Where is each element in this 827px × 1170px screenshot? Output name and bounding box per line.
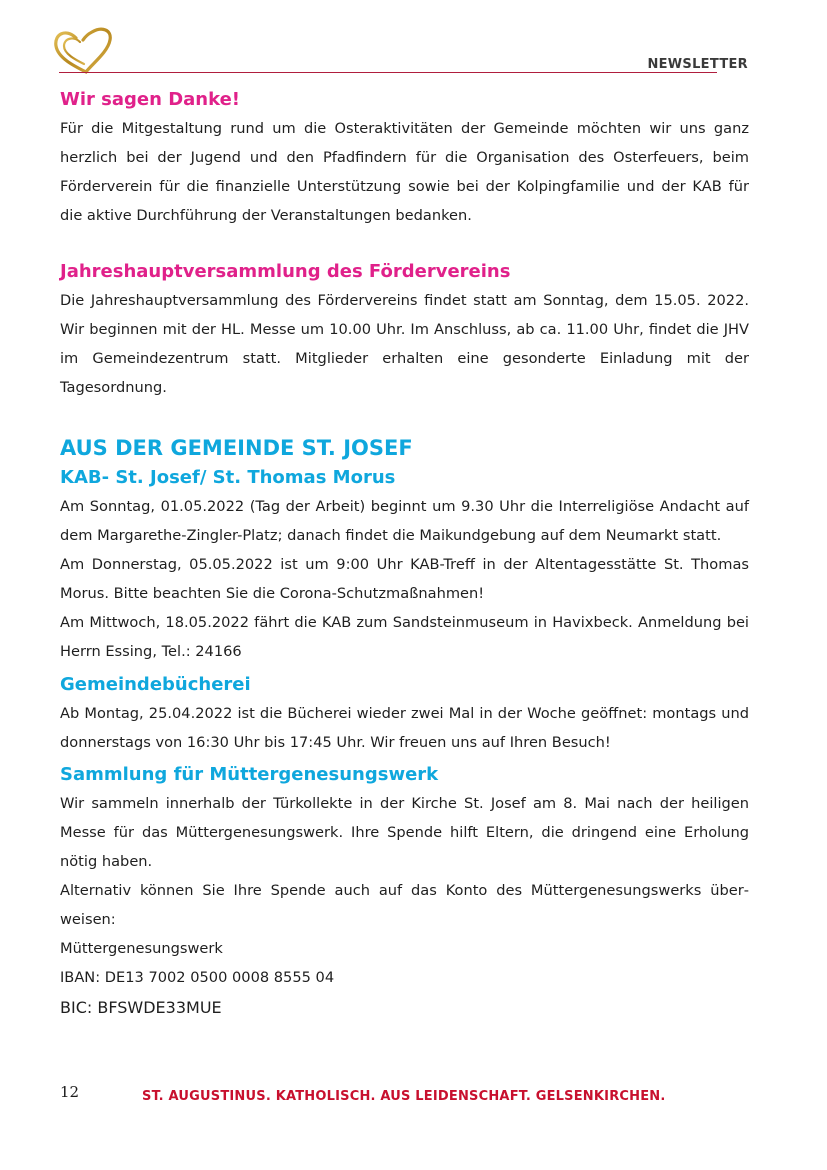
iban-line: IBAN: DE13 7002 0500 0008 8555 04 <box>60 969 335 986</box>
sammlung-heading: Sammlung für Müttergenesungswerk <box>60 764 439 785</box>
page-content <box>60 86 749 1023</box>
jhv-paragraph: Die Jahreshauptversammlung des Fördervereins findet statt am Sonntag, dem 15.05. 2022. Wir beginnen mit der HL. Messe um 10.00 Uhr. Im Anschluss, ab ca. 11.00 Uhr, findet die JHV im Gemeindezentrum statt. Mitglieder erhalten eine gesonderte Einladung mit der Tagesordnung. <box>60 292 749 396</box>
kab-heading: KAB- St. Josef/ St. Thomas Morus <box>60 467 396 488</box>
header-divider <box>59 72 717 73</box>
page-number: 12 <box>60 1083 80 1101</box>
gemeinde-heading: AUS DER GEMEINDE ST. JOSEF <box>60 436 413 460</box>
recipient-line: Müttergenesungswerk <box>60 940 223 957</box>
footer-slogan: ST. AUGUSTINUS. KATHOLISCH. AUS LEIDENSCHAFT. GELSENKIRCHEN. <box>142 1089 666 1104</box>
sammlung-paragraph-2: Alternativ können Sie Ihre Spende auch auf das Konto des Müttergenesungswerks überweisen: <box>60 882 749 928</box>
buecherei-heading: Gemeindebücherei <box>60 674 251 695</box>
danke-heading: Wir sagen Danke! <box>60 89 241 110</box>
bic-line: BIC: BFSWDE33MUE <box>60 998 222 1017</box>
kab-paragraph-2: Am Donnerstag, 05.05.2022 ist um 9:00 Uhr KAB-Treff in der Altentagesstätte St. Thomas Morus. Bitte beachten Sie die Corona-Schutzmaßnahmen! <box>60 556 749 602</box>
newsletter-label: NEWSLETTER <box>647 57 748 72</box>
danke-paragraph: Für die Mitgestaltung rund um die Osteraktivitäten der Gemeinde möchten wir uns ganz herzlich bei der Jugend und den Pfadfindern für die Organisation des Osterfeuers, beim Förderverein für die finanzielle Unterstützung sowie bei der Kolpingfamilie und der KAB für die aktive Durchführung der Veranstaltungen bedanken. <box>60 120 749 224</box>
jhv-heading: Jahreshauptversammlung des Fördervereins <box>60 261 511 282</box>
buecherei-paragraph: Ab Montag, 25.04.2022 ist die Bücherei wieder zwei Mal in der Woche geöffnet: montags und donnerstags von 16:30 Uhr bis 17:45 Uhr. Wir freuen uns auf Ihren Besuch! <box>60 705 749 751</box>
kab-paragraph-1: Am Sonntag, 01.05.2022 (Tag der Arbeit) beginnt um 9.30 Uhr die Interreligiöse Andacht auf dem Margarethe-Zingler-Platz; danach findet die Maikundgebung auf dem Neumarkt statt. <box>60 498 749 544</box>
sammlung-paragraph-1: Wir sammeln innerhalb der Türkollekte in der Kirche St. Josef am 8. Mai nach der heiligen Messe für das Müttergenesungswerk. Ihre Spende hilft Eltern, die dringend eine Erholung nötig haben. <box>60 795 749 870</box>
heart-logo-icon <box>52 26 114 74</box>
kab-paragraph-3: Am Mittwoch, 18.05.2022 fährt die KAB zum Sandsteinmuseum in Havixbeck. Anmeldung bei Herrn Essing, Tel.: 24166 <box>60 614 749 660</box>
